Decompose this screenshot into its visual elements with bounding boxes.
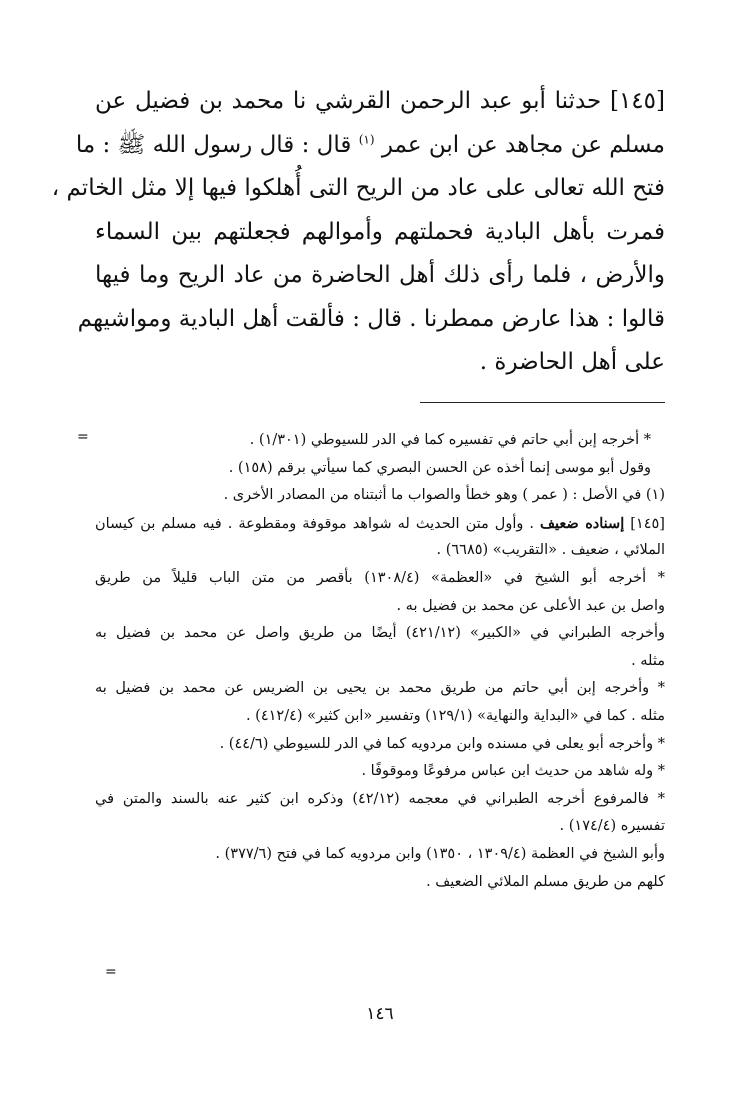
main-line-1: [١٤٥] حدثنا أبو عبد الرحمن القرشي نا محمد بن فضيل عن <box>95 88 665 114</box>
main-line-2-tail: قال : قال رسول الله ﷺ : ما <box>75 131 352 158</box>
note-line: الملائي ، ضعيف . «التقريب» (٦٦٨٥) . <box>436 542 665 559</box>
note-line: واصل بن عبد الأعلى عن محمد بن فضيل به . <box>396 597 665 614</box>
main-line-5: والأرض ، فلما رأى ذلك أهل الحاضرة من عاد الريح وما فيها <box>95 262 665 288</box>
book-page <box>51 80 665 1040</box>
note-line: وأبو الشيخ في العظمة (١٣٠٩/٤ ، ١٣٥٠) وابن مردويه كما في فتح (٣٧٧/٦) . <box>215 845 665 862</box>
note-line: مثله . <box>631 652 665 669</box>
hadith-text <box>51 80 665 385</box>
main-line-4: فمرت بأهل البادية فحملتهم وأموالهم فجعلتهم بين السماء <box>95 218 665 245</box>
continuation-mark-bottom: = <box>105 964 117 980</box>
grading-label: إسناده ضعيف <box>540 514 625 532</box>
note-line: [١٤٥] إسناده ضعيف . وأول متن الحديث له شواهد موقوفة ومقطوعة . فيه مسلم بن كيسان <box>95 514 665 532</box>
note-line: مثله . كما في «البداية والنهاية» (١٢٩/١) وتفسير «ابن كثير» (٤١٢/٤) . <box>245 707 665 724</box>
note-line: * فالمرفوع أخرجه الطبراني في معجمه (٤٢/١٢) وذكره ابن كثير عنه بالسند والمتن في <box>95 790 665 807</box>
main-line-2-head: مسلم عن مجاهد عن ابن عمر <box>381 131 665 158</box>
footnote-ref: (١) <box>358 131 375 146</box>
note-line: كلهم من طريق مسلم الملائي الضعيف . <box>426 873 665 890</box>
footnotes <box>95 427 665 896</box>
page-number: ١٤٦ <box>366 1004 394 1024</box>
note-line: * أخرجه إبن أبي حاتم في تفسيره كما في الدر للسيوطي (١/٣٠١) . <box>249 432 651 448</box>
note-line: (١) في الأصل : ( عمر ) وهو خطأ والصواب ما أثبتناه من المصادر الأخرى . <box>223 487 665 504</box>
note-line: * وله شاهد من حديث ابن عباس مرفوعًا وموقوفًا . <box>361 763 665 780</box>
note-line: تفسيره (١٧٤/٤) . <box>559 818 665 835</box>
main-line-2 <box>75 124 665 168</box>
note-line: وقول أبو موسى إنما أخذه عن الحسن البصري كما سيأتي برقم (١٥٨) . <box>228 459 651 476</box>
main-line-3: فتح الله تعالى على عاد من الريح التى أُهلكوا فيها إلا مثل الخاتم ، <box>51 175 665 201</box>
note-line: * وأخرجه إبن أبي حاتم من طريق محمد بن يحيى بن الضريس عن محمد بن فضيل به <box>95 680 665 697</box>
main-line-6: قالوا : هذا عارض ممطرنا . قال : فألقت أهل البادية ومواشيهم <box>77 305 665 332</box>
note-line: * أخرجه أبو الشيخ في «العظمة» (١٣٠٨/٤) بأقصر من متن الباب قليلاً من طريق <box>95 569 665 586</box>
note-line: * وأخرجه أبو يعلى في مسنده وابن مردويه كما في الدر للسيوطي (٤٤/٦) . <box>219 735 665 752</box>
note-line: وأخرجه الطبراني في «الكبير» (٤٢١/١٢) أيضًا من طريق واصل عن محمد بن فضيل به <box>95 625 665 642</box>
continuation-mark-top: = <box>77 429 89 445</box>
main-line-7: على أهل الحاضرة . <box>479 349 665 375</box>
footnote-divider <box>420 402 665 403</box>
